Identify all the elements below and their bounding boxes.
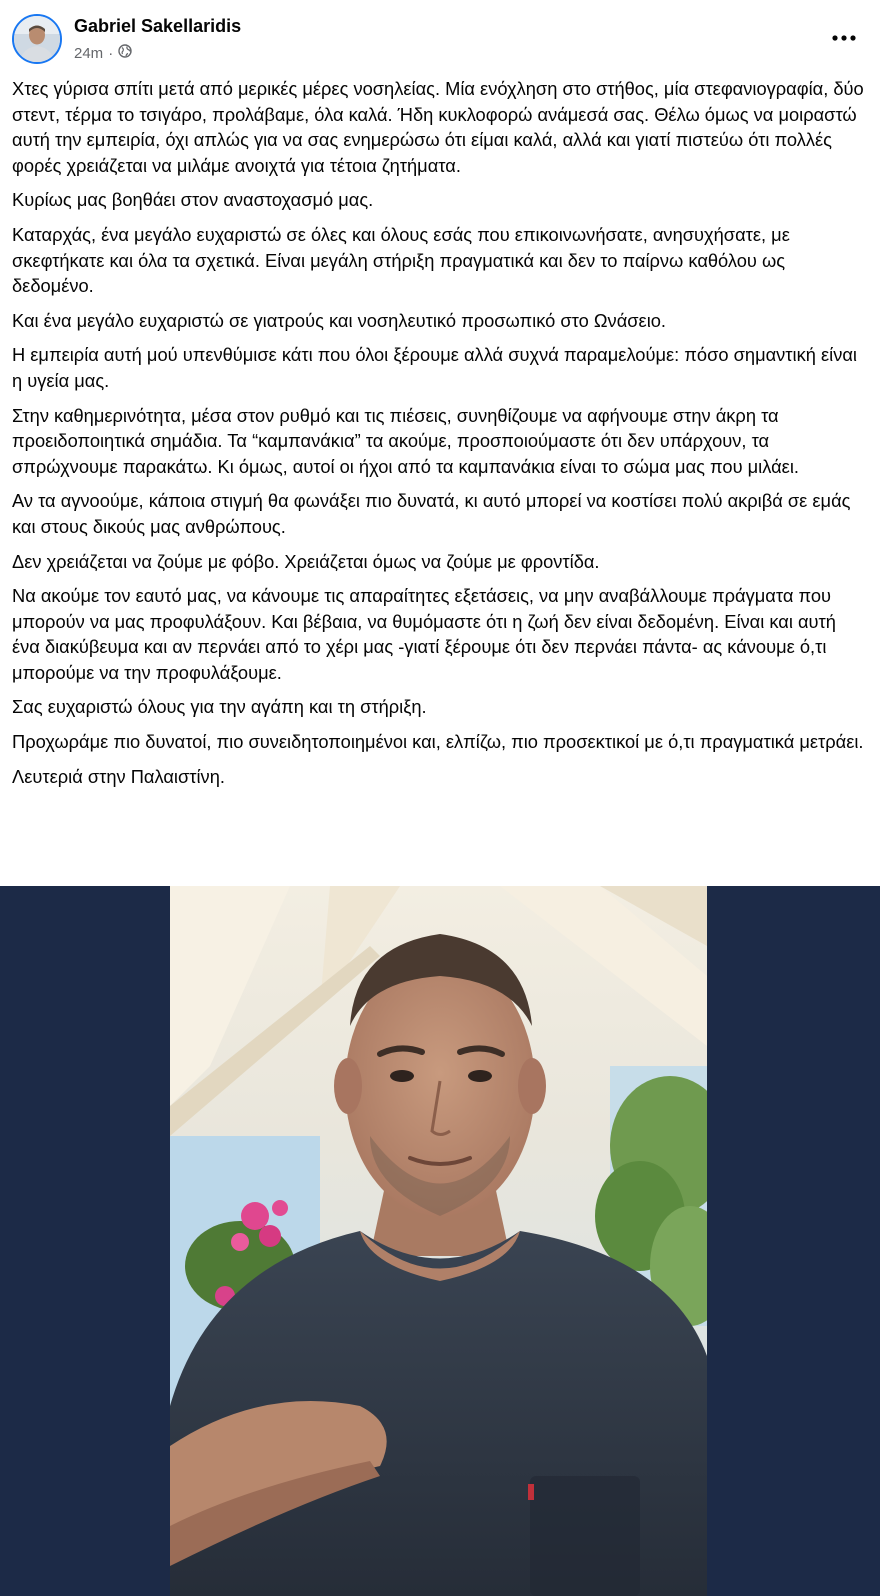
more-options-button[interactable]	[826, 24, 862, 52]
meta-separator: ·	[108, 44, 114, 62]
post-paragraph: Δεν χρειάζεται να ζούμε με φόβο. Χρειάζεται όμως να ζούμε με φροντίδα.	[12, 550, 600, 572]
post-photo[interactable]	[170, 886, 707, 1596]
post-time[interactable]: 24m	[74, 44, 104, 62]
post-paragraph: Σας ευχαριστώ όλους για την αγάπη και τη στήριξη.	[12, 696, 427, 718]
more-options-icon	[832, 35, 856, 41]
avatar-photo-icon	[14, 16, 60, 62]
post-paragraph: Κυρίως μας βοηθάει στον αναστοχασμό μας.	[12, 189, 374, 211]
post-text	[12, 76, 868, 798]
post-header	[0, 0, 880, 76]
author-name[interactable]: Gabriel Sakellaridis	[74, 16, 242, 36]
selfie-photo-icon	[170, 886, 707, 1596]
avatar[interactable]	[12, 14, 62, 64]
post-media[interactable]	[0, 886, 880, 1596]
post-meta	[74, 44, 132, 62]
post-paragraph: Καταρχάς, ένα μεγάλο ευχαριστώ σε όλες και όλους εσάς που επικοινωνήσατε, ανησυχήσατε, με σκεφτήκατε και όλα τα σχετικά. Είναι μεγάλη στήριξη πραγματικά και δεν το παίρνω καθόλου ως δεδομένο.	[12, 223, 790, 297]
post-paragraph: Στην καθημερινότητα, μέσα στον ρυθμό και τις πιέσεις, συνηθίζουμε να αφήνουμε στην άκρη τα προειδοποιητικά σημάδια. Τα “καμπανάκια” τα ακούμε, προσποιούμαστε ότι δεν υπάρχουν, τα σπρώχνουμε παρακάτω. Κι όμως, αυτοί οι ήχοι από τα καμπανάκια είναι το σώμα μας που μιλάει.	[12, 404, 799, 477]
post-paragraph: Να ακούμε τον εαυτό μας, να κάνουμε τις απαραίτητες εξετάσεις, να μην αναβάλλουμε πράγματα που μπορούν να μας προφυλάξουν. Και βέβαια, να θυμόμαστε ότι η ζωή δεν είναι δεδομένη. Είναι και αυτή ένα διακύβευμα και αν περνάει από το χέρι μας -γιατί ξέρουμε ότι δεν περνάει πάντα- ας κάνουμε ό,τι μπορούμε να την προφυλάξουμε.	[12, 585, 836, 683]
post-paragraph: Λευτεριά στην Παλαιστίνη.	[12, 765, 225, 787]
post-paragraph: Χτες γύρισα σπίτι μετά από μερικές μέρες νοσηλείας. Μία ενόχληση στο στήθος, μία στεφανιογραφία, δύο στεντ, τέρμα το τσιγάρο, προλάβαμε, όλα καλά. Ήδη κυκλοφορώ ανάμεσά σας. Θέλω όμως να μοιραστώ αυτή την εμπειρία, όχι απλώς για να σας ενημερώσω ότι είμαι καλά, αλλά και γιατί πιστεύω ότι πολλές φορές χρειάζεται να μιλάμε ανοιχτά για τέτοια ζητήματα.	[12, 78, 864, 176]
post-paragraph: Η εμπειρία αυτή μού υπενθύμισε κάτι που όλοι ξέρουμε αλλά συχνά παραμελούμε: πόσο σημαντική είναι η υγεία μας.	[12, 344, 857, 391]
post-paragraph: Αν τα αγνοούμε, κάποια στιγμή θα φωνάξει πιο δυνατά, κι αυτό μπορεί να κοστίσει πολύ ακριβά σε εμάς και στους δικούς μας ανθρώπους.	[12, 490, 851, 537]
post-paragraph: Και ένα μεγάλο ευχαριστώ σε γιατρούς και νοσηλευτικό προσωπικό στο Ωνάσειο.	[12, 309, 666, 331]
post-paragraph: Προχωράμε πιο δυνατοί, πιο συνειδητοποιημένοι και, ελπίζω, πιο προσεκτικοί με ό,τι πραγματικά μετράει.	[12, 731, 864, 753]
globe-icon[interactable]	[118, 44, 132, 62]
